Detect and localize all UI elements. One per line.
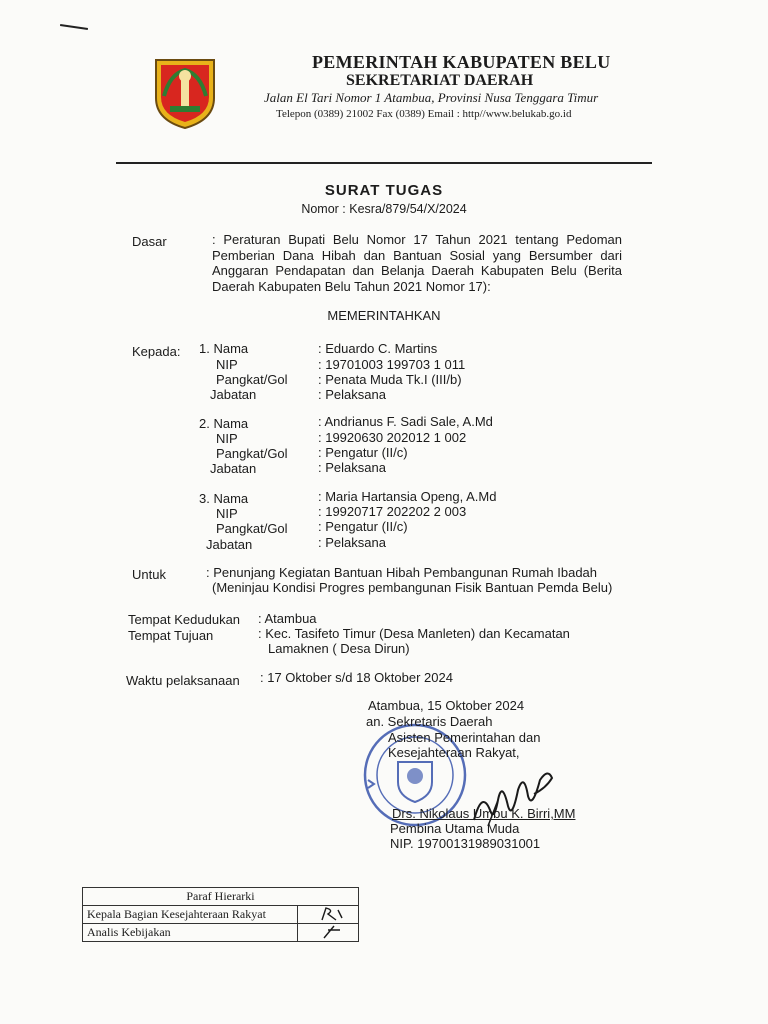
person-rank: : Pengatur (II/c) (318, 519, 408, 534)
signature-place-date: Atambua, 15 Oktober 2024 (368, 698, 525, 713)
person-position: : Pelaksana (318, 460, 386, 475)
letterhead-address: Jalan El Tari Nomor 1 Atambua, Provinsi Nusa Tenggara Timur (264, 90, 599, 105)
signature-line-1: an. Sekretaris Daerah (366, 714, 493, 729)
initial-mark (318, 924, 348, 940)
tempat-kedudukan-value: : Atambua (258, 611, 317, 626)
person-name-label: 2. Nama (199, 416, 249, 431)
paraf-role: Kepala Bagian Kesejahteraan Rakyat (83, 906, 298, 924)
signatory-nip: NIP. 19700131989031001 (390, 836, 541, 851)
person-nip-label: NIP (216, 357, 238, 372)
letterhead-secretariat: SEKRETARIAT DAERAH (346, 72, 534, 89)
person-position-label: Jabatan (210, 461, 257, 476)
person-nip: : 19701003 199703 1 011 (318, 357, 466, 372)
person-rank: : Penata Muda Tk.I (III/b) (318, 372, 462, 387)
person-name: : Andrianus F. Sadi Sale, A.Md (318, 414, 493, 429)
person-rank: : Pengatur (II/c) (318, 445, 408, 460)
person-position-label: Jabatan (210, 387, 257, 402)
table-row (83, 906, 359, 924)
signature-line-2: Asisten Pemerintahan dan (388, 730, 541, 745)
person-rank-label: Pangkat/Gol (216, 446, 288, 461)
untuk-line-2: (Meninjau Kondisi Progres pembangunan Fisik Bantuan Pemda Belu) (212, 580, 613, 595)
paraf-initial-cell (298, 924, 359, 942)
person-nip-label: NIP (216, 506, 238, 521)
paraf-initial-cell (298, 906, 359, 924)
person-nip-label: NIP (216, 431, 238, 446)
tempat-tujuan-line-2: Lamaknen ( Desa Dirun) (268, 641, 410, 656)
untuk-line-1: : Penunjang Kegiatan Bantuan Hibah Pembangunan Rumah Ibadah (206, 565, 598, 580)
person-name: : Maria Hartansia Openg, A.Md (318, 489, 497, 504)
paraf-header: Paraf Hierarki (83, 888, 359, 906)
person-nip: : 19920630 202012 1 002 (318, 430, 467, 445)
document-number: Nomor : Kesra/879/54/X/2024 (301, 202, 467, 216)
person-rank-label: Pangkat/Gol (216, 372, 288, 387)
signature-line-3: Kesejahteraan Rakyat, (388, 745, 520, 760)
waktu-label: Waktu pelaksanaan (126, 673, 240, 688)
kepada-label: Kepada: (132, 344, 181, 359)
letterhead-government: PEMERINTAH KABUPATEN BELU (312, 52, 611, 72)
person-position-label: Jabatan (206, 537, 253, 552)
person-position: : Pelaksana (318, 387, 386, 402)
command-heading: MEMERINTAHKAN (327, 308, 441, 323)
person-name: : Eduardo C. Martins (318, 341, 438, 356)
untuk-label: Untuk (132, 567, 166, 582)
dasar-text: : Peraturan Bupati Belu Nomor 17 Tahun 2021 tentang Pedoman Pemberian Dana Hibah dan Bantuan Sosial yang Bersumber dari Anggaran Pendapatan dan Belanja Daerah Kabupaten Belu (Berita Daerah Kabupaten Belu Tahun 2021 Nomor 17): (212, 232, 622, 294)
tempat-kedudukan-label: Tempat Kedudukan (128, 612, 241, 627)
person-position: : Pelaksana (318, 535, 386, 550)
person-name-label: 1. Nama (199, 341, 249, 356)
person-name-label: 3. Nama (199, 491, 249, 506)
signatory-name: Drs. Nikolaus Umbu K. Birri,MM (392, 806, 576, 821)
letterhead-contact: Telepon (0389) 21002 Fax (0389) Email : http//www.belukab.go.id (276, 108, 572, 120)
waktu-value: : 17 Oktober s/d 18 Oktober 2024 (260, 670, 453, 685)
tempat-tujuan-label: Tempat Tujuan (128, 628, 214, 643)
person-nip: : 19920717 202202 2 003 (318, 504, 467, 519)
paraf-role: Analis Kebijakan (83, 924, 298, 942)
paraf-header-row (83, 888, 359, 906)
document-title: SURAT TUGAS (324, 182, 444, 199)
initial-mark (318, 906, 348, 922)
signatory-rank: Pembina Utama Muda (390, 821, 520, 836)
tempat-tujuan-line-1: : Kec. Tasifeto Timur (Desa Manleten) dan Kecamatan (258, 626, 570, 641)
margin-mark (60, 24, 88, 30)
table-row (83, 924, 359, 942)
paraf-table (82, 887, 359, 942)
person-rank-label: Pangkat/Gol (216, 521, 288, 536)
letterhead-divider (116, 162, 652, 164)
dasar-label: Dasar (132, 234, 167, 249)
regency-emblem (150, 54, 220, 130)
